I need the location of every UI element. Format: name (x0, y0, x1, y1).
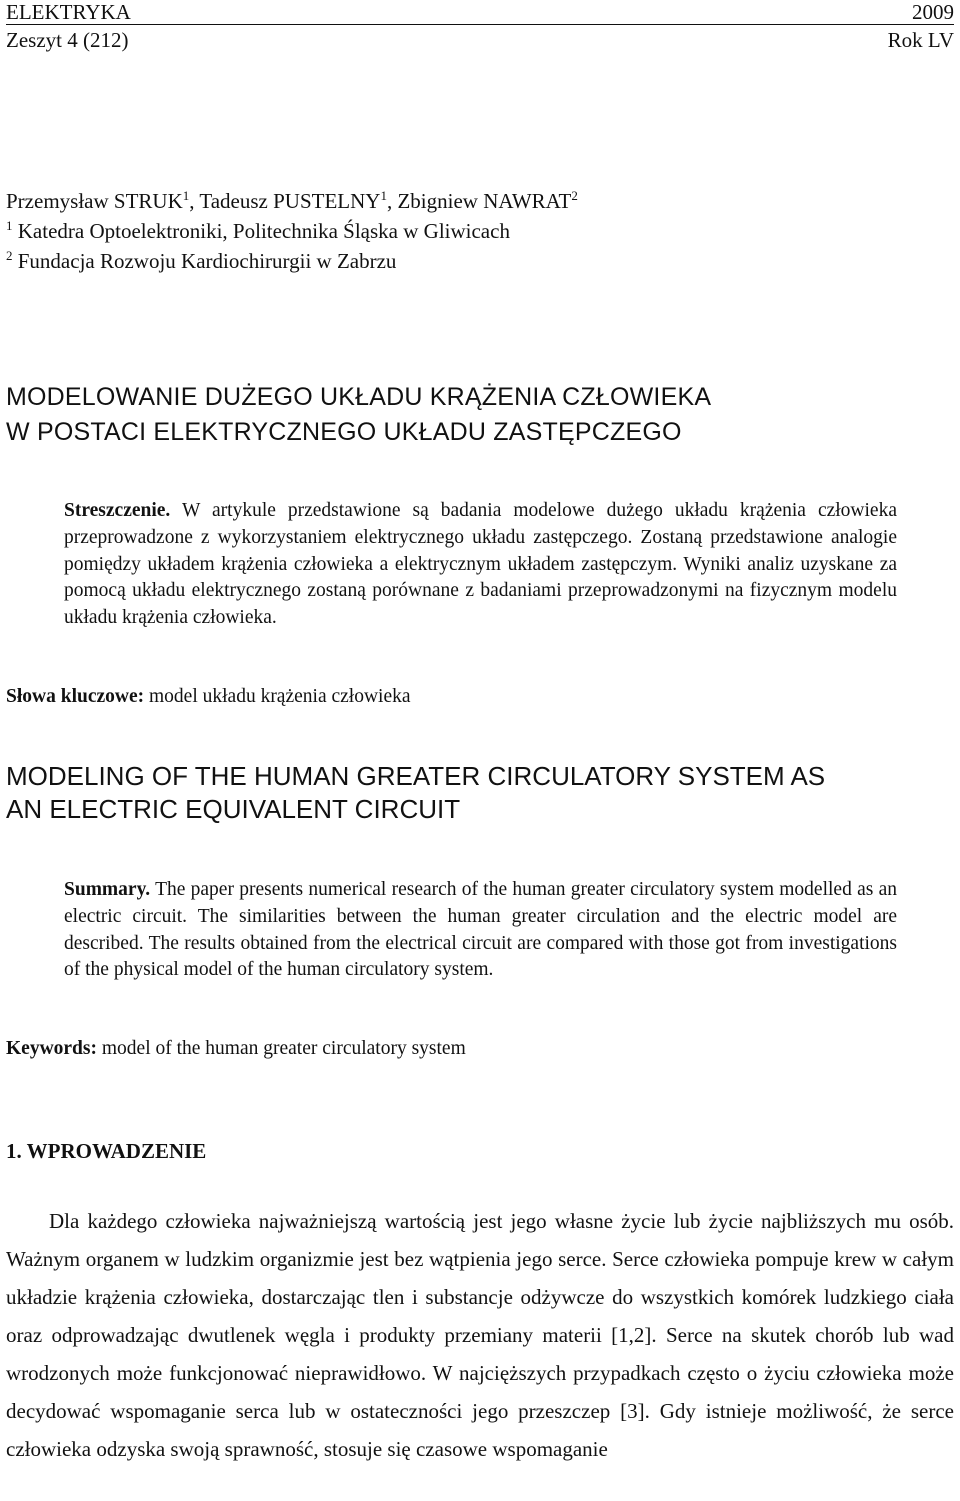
affiliation (6, 216, 578, 246)
keywords-english (6, 1036, 466, 1062)
title-line: AN ELECTRIC EQUIVALENT CIRCUIT (6, 794, 461, 824)
title-polish (6, 380, 946, 450)
section-heading: 1. WPROWADZENIE (6, 1139, 207, 1163)
running-header (6, 0, 954, 25)
keywords-label: Słowa kluczowe: (6, 686, 145, 707)
keywords-text: model of the human greater circulatory system (101, 1038, 466, 1059)
author-list: Przemysław STRUK$^1$, Tadeusz PUSTELNY$^1$, Zbigniew NAWRAT$^2$ (6, 188, 578, 213)
author-affiliation-mark: 2 (571, 188, 578, 203)
journal-year: 2009 (912, 0, 954, 24)
abstract-label: Streszczenie. (64, 500, 171, 521)
author-name: Tadeusz PUSTELNY (199, 189, 381, 213)
volume-number: Rok LV (887, 28, 954, 52)
affiliation-mark: 2 (6, 248, 13, 263)
keywords-polish (6, 684, 411, 710)
body-paragraph: Dla każdego człowieka najważniejszą wartością jest jego własne życie lub życie najbliższych mu osób. Ważnym organem w ludzkim organizmie jest bez wątpienia jego serce. Serce człowieka pompuje krew w całym układzie krążenia człowieka, dostarczając tlen i substancje odżywcze do wszystkich komórek ludzkiego ciała oraz odprowadzając dwutlenek węgla i produkty przemiany materii [1,2]. Serce na skutek chorób lub wad wrodzonych może funkcjonować nieprawidłowo. W najcięższych przypadkach często o życiu człowieka może decydować wspomaganie serca lub w ostateczności jego przeszczep [3]. Gdy istnieje możliwość, że serce człowieka odzyska swoją sprawność, stosuje się czasowe wspomaganie (6, 1209, 954, 1461)
author-name: Przemysław STRUK (6, 189, 183, 213)
journal-name: ELEKTRYKA (6, 0, 131, 24)
issue-header (6, 28, 954, 52)
title-english (6, 760, 946, 826)
title-line: MODELOWANIE DUŻEGO UKŁADU KRĄŻENIA CZŁOWIEKA (6, 383, 712, 411)
keywords-text: model układu krążenia człowieka (149, 686, 411, 707)
affiliation-text: Katedra Optoelektroniki, Politechnika Śląska w Gliwicach (17, 219, 510, 243)
affiliation-mark: 1 (6, 218, 13, 233)
title-line: MODELING OF THE HUMAN GREATER CIRCULATORY SYSTEM AS (6, 761, 826, 791)
author-affiliation-mark: 1 (380, 188, 387, 203)
issue-number: Zeszyt 4 (212) (6, 28, 129, 52)
affiliation (6, 246, 578, 276)
summary-text: The paper presents numerical research of the human greater circulatory system modelled as an electric circuit. The similarities between the human greater circulation and the electric model are described. The results obtained from the electrical circuit are compared with those got from investigations of the physical model of the human circulatory system. (64, 879, 897, 981)
summary-label: Summary. (64, 879, 151, 900)
author-name: Zbigniew NAWRAT (397, 189, 572, 213)
abstract-text: W artykule przedstawione są badania modelowe dużego układu krążenia człowieka przeprowadzone z wykorzystaniem elektrycznego układu zastępczego. Zostaną przedstawione analogie pomiędzy układem krążenia człowieka a elektrycznym układem zastępczym. Wyniki analiz uzyskane za pomocą układu elektrycznego zostaną porównane z badaniami przeprowadzonymi na fizycznym modelu układu krążenia człowieka. (64, 500, 897, 629)
title-line: W POSTACI ELEKTRYCZNEGO UKŁADU ZASTĘPCZEGO (6, 418, 682, 446)
author-affiliation-mark: 1 (182, 188, 190, 203)
affiliation-text: Fundacja Rozwoju Kardiochirurgii w Zabrzu (17, 249, 397, 273)
abstract-english (64, 877, 897, 984)
keywords-label: Keywords: (6, 1038, 97, 1059)
author-block (6, 186, 578, 276)
abstract-polish (64, 498, 897, 632)
